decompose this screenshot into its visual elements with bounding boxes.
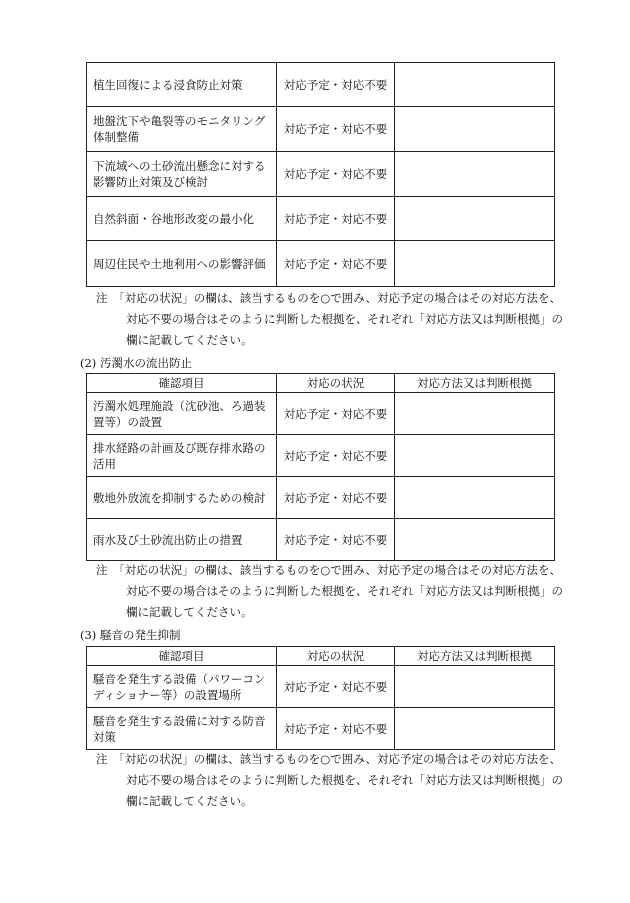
table-row: [87, 393, 555, 435]
method-cell[interactable]: [395, 435, 555, 477]
method-cell[interactable]: [395, 393, 555, 435]
status-cell[interactable]: 対応予定・対応不要: [277, 197, 395, 241]
table-row: [87, 197, 555, 241]
section-heading-2: (2) 汚濁水の流出防止: [80, 356, 192, 370]
status-cell[interactable]: 対応予定・対応不要: [277, 393, 395, 435]
table-header-row: [87, 647, 555, 666]
table-erosion-measures: [86, 62, 555, 287]
note-3: [96, 749, 572, 812]
header-status: 対応の状況: [277, 374, 395, 393]
table-row: [87, 708, 555, 750]
method-cell[interactable]: [395, 197, 555, 241]
method-cell[interactable]: [395, 152, 555, 197]
table-turbid-water: [86, 373, 555, 561]
item-cell: 騒音を発生する設備（パワーコンディショナー等）の設置場所: [87, 666, 277, 708]
note-2: [96, 560, 572, 623]
table-row: [87, 63, 555, 107]
item-cell: 植生回復による浸食防止対策: [87, 63, 277, 107]
method-cell[interactable]: [395, 666, 555, 708]
item-cell: 下流域への土砂流出懸念に対する影響防止対策及び検討: [87, 152, 277, 197]
method-cell[interactable]: [395, 477, 555, 519]
table-row: [87, 152, 555, 197]
method-cell[interactable]: [395, 519, 555, 561]
status-cell[interactable]: 対応予定・対応不要: [277, 666, 395, 708]
header-check-item: 確認項目: [87, 374, 277, 393]
note-label: 注: [96, 752, 108, 766]
header-check-item: 確認項目: [87, 647, 277, 666]
note-label: 注: [96, 291, 108, 305]
header-method: 対応方法又は判断根拠: [395, 374, 555, 393]
header-method: 対応方法又は判断根拠: [395, 647, 555, 666]
note-label: 注: [96, 563, 108, 577]
table-row: [87, 477, 555, 519]
method-cell[interactable]: [395, 241, 555, 287]
note-1: [96, 288, 572, 351]
table-row: [87, 666, 555, 708]
section-heading-3: (3) 騒音の発生抑制: [80, 628, 181, 642]
table-noise-control: [86, 646, 555, 750]
method-cell[interactable]: [395, 708, 555, 750]
status-cell[interactable]: 対応予定・対応不要: [277, 63, 395, 107]
item-cell: 騒音を発生する設備に対する防音対策: [87, 708, 277, 750]
table-row: [87, 107, 555, 152]
note-text: 「対応の状況」の欄は、該当するものを○で囲み、対応予定の場合はその対応方法を、対応不要の場合はそのように判断した根拠を、それぞれ「対応方法又は判断根拠」の欄に記載してください。: [119, 752, 563, 808]
table-row: [87, 435, 555, 477]
item-cell: 汚濁水処理施設（沈砂池、ろ過装置等）の設置: [87, 393, 277, 435]
header-status: 対応の状況: [277, 647, 395, 666]
status-cell[interactable]: 対応予定・対応不要: [277, 477, 395, 519]
item-cell: 周辺住民や土地利用への影響評価: [87, 241, 277, 287]
status-cell[interactable]: 対応予定・対応不要: [277, 708, 395, 750]
item-cell: 雨水及び土砂流出防止の措置: [87, 519, 277, 561]
item-cell: 排水経路の計画及び既存排水路の活用: [87, 435, 277, 477]
status-cell[interactable]: 対応予定・対応不要: [277, 107, 395, 152]
method-cell[interactable]: [395, 107, 555, 152]
table-header-row: [87, 374, 555, 393]
item-cell: 地盤沈下や亀裂等のモニタリング体制整備: [87, 107, 277, 152]
item-cell: 自然斜面・谷地形改変の最小化: [87, 197, 277, 241]
table-row: [87, 241, 555, 287]
method-cell[interactable]: [395, 63, 555, 107]
status-cell[interactable]: 対応予定・対応不要: [277, 435, 395, 477]
note-text: 「対応の状況」の欄は、該当するものを○で囲み、対応予定の場合はその対応方法を、対応不要の場合はそのように判断した根拠を、それぞれ「対応方法又は判断根拠」の欄に記載してください。: [119, 563, 563, 619]
item-cell: 敷地外放流を抑制するための検討: [87, 477, 277, 519]
status-cell[interactable]: 対応予定・対応不要: [277, 152, 395, 197]
status-cell[interactable]: 対応予定・対応不要: [277, 241, 395, 287]
status-cell[interactable]: 対応予定・対応不要: [277, 519, 395, 561]
table-row: [87, 519, 555, 561]
note-text: 「対応の状況」の欄は、該当するものを○で囲み、対応予定の場合はその対応方法を、対応不要の場合はそのように判断した根拠を、それぞれ「対応方法又は判断根拠」の欄に記載してください。: [119, 291, 563, 347]
